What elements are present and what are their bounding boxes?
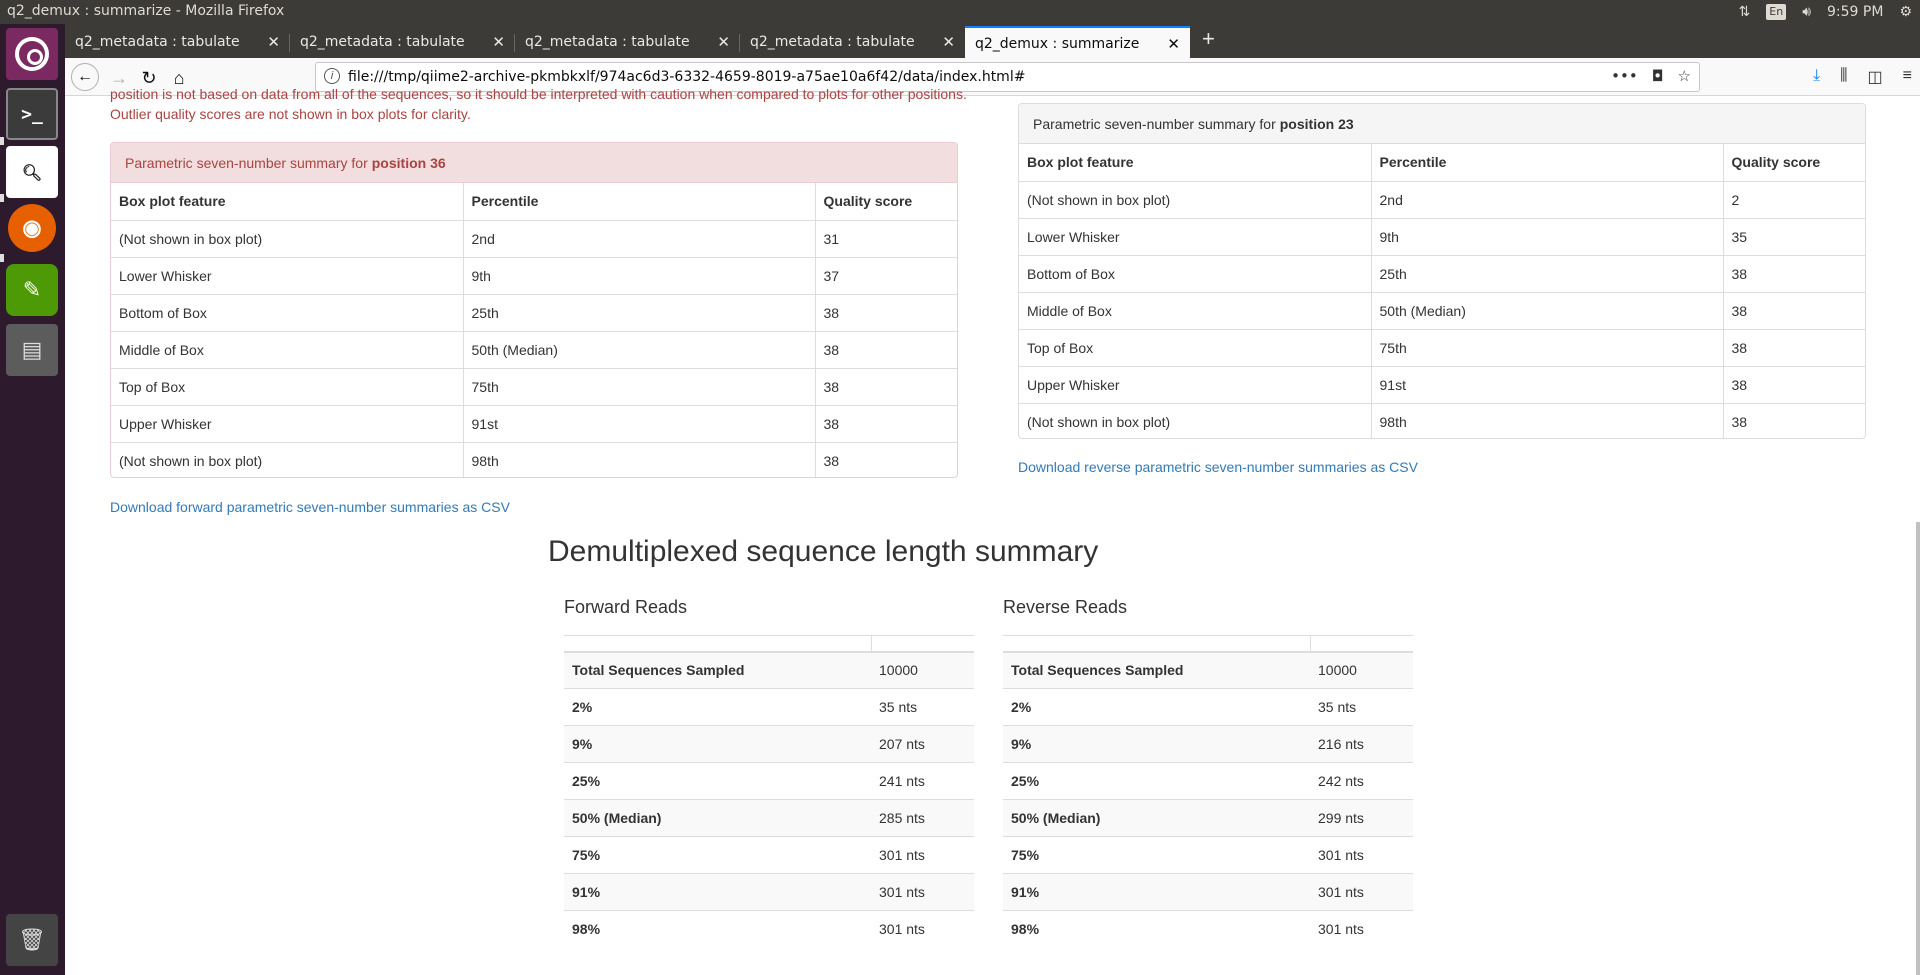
column-header: Quality score [823,193,913,210]
percentile-cell: 75th [463,368,815,405]
stat-value-cell: 301 nts [871,837,974,874]
info-icon[interactable]: i [324,68,340,84]
stat-value-cell: 10000 [1310,652,1413,689]
stat-label-cell: 50% (Median) [564,800,871,837]
stat-value-cell: 301 nts [871,874,974,911]
percentile-cell: 9th [1371,218,1723,255]
percentile-cell: 50th (Median) [1371,292,1723,329]
caution-warning-text: position is not based on data from all of the sequences, so it should be interpreted with caution when compared to plots for other positions. Outlier quality scores are not shown in box plots for clarity. [110,86,967,122]
table-row [1003,911,1413,948]
table-row [1019,255,1865,292]
tab-label: q2_metadata : tabulate [525,34,690,50]
qiime-magnifier-icon: 🔍︎ [21,162,43,182]
pocket-icon[interactable]: ◘ [1651,67,1664,85]
stat-value-cell: 35 nts [871,689,974,726]
percentile-cell: 75th [1371,329,1723,366]
files-launcher[interactable] [6,324,58,376]
file-cabinet-icon: ▤ [21,337,43,362]
terminal-icon: >_ [21,103,43,125]
stat-value-cell: 299 nts [1310,800,1413,837]
stat-value-cell: 242 nts [1310,763,1413,800]
close-icon[interactable]: ✕ [717,33,730,51]
stat-value-cell: 10000 [871,652,974,689]
feature-cell: (Not shown in box plot) [111,442,463,478]
window-title: q2_demux : summarize - Mozilla Firefox [7,3,285,19]
scrollbar-thumb[interactable] [1916,522,1920,975]
panel-heading [111,143,957,183]
page-content [65,86,1920,975]
tab-strip [65,24,1920,58]
reverse-reads-block [1003,595,1413,948]
panel-heading-text: Parametric seven-number summary for [125,154,368,171]
quality-score-cell: 38 [815,405,957,442]
tab-label: q2_metadata : tabulate [75,34,240,50]
stat-label-cell: 91% [564,874,871,911]
feature-cell: Lower Whisker [1019,218,1371,255]
table-row [564,726,974,763]
text-editor-icon: ✎ [22,277,42,302]
feature-cell: Middle of Box [111,331,463,368]
column-header: Percentile [1371,144,1723,181]
table-row [1019,366,1865,403]
quality-score-cell: 2 [1723,181,1865,218]
stat-label-cell: Total Sequences Sampled [564,652,871,689]
url-actions [1611,67,1691,85]
table-row [111,442,957,478]
tab-label: q2_metadata : tabulate [300,34,465,50]
download-reverse-csv-link[interactable]: Download reverse parametric seven-number summaries as CSV [1018,459,1418,475]
settings-gear-icon[interactable]: ⚙ [1899,4,1912,20]
download-icon[interactable]: ⤓ [1813,67,1821,84]
unity-launcher [0,24,65,975]
panel-heading-text: Parametric seven-number summary for [1033,115,1276,132]
table-row [1003,874,1413,911]
browser-tab[interactable] [740,26,965,58]
stat-value-cell: 301 nts [1310,911,1413,948]
feature-cell: (Not shown in box plot) [1019,403,1371,439]
download-forward-csv-link[interactable]: Download forward parametric seven-number summaries as CSV [110,499,510,515]
close-icon[interactable]: ✕ [1167,35,1180,53]
stat-value-cell: 285 nts [871,800,974,837]
quality-score-cell: 35 [1723,218,1865,255]
stat-label-cell: 50% (Median) [1003,800,1310,837]
running-indicator [0,137,4,145]
feature-cell: Lower Whisker [111,257,463,294]
browser-tab[interactable] [290,26,515,58]
feature-cell: Upper Whisker [111,405,463,442]
ubuntu-logo-icon [15,37,49,71]
table-row [1019,218,1865,255]
table-row [111,294,957,331]
quality-score-cell: 38 [815,331,957,368]
feature-cell: Top of Box [111,368,463,405]
terminal-launcher[interactable] [6,88,58,140]
stat-label-cell: Total Sequences Sampled [1003,652,1310,689]
table-header-row [111,183,957,220]
column-header: Box plot feature [1019,144,1371,181]
stat-label-cell: 91% [1003,874,1310,911]
table-row [1003,726,1413,763]
library-icon[interactable]: ⫼ [1840,67,1848,84]
table-row [111,368,957,405]
feature-cell: (Not shown in box plot) [1019,181,1371,218]
stat-label-cell: 25% [1003,763,1310,800]
table-row [564,874,974,911]
os-top-bar [0,0,1920,24]
table-row [111,257,957,294]
close-icon[interactable]: ✕ [267,33,280,51]
forward-length-table [564,635,974,948]
percentile-cell: 2nd [1371,181,1723,218]
home-icon[interactable]: ⌂ [173,67,185,88]
quality-score-cell: 38 [1723,366,1865,403]
clock[interactable]: 9:59 PM [1827,4,1884,20]
reload-icon[interactable]: ↻ [141,67,157,88]
quality-score-cell: 31 [815,220,957,257]
stat-label-cell: 75% [1003,837,1310,874]
keyboard-language-indicator[interactable]: En [1766,4,1786,20]
forward-summary-panel [110,142,958,478]
ellipsis-icon[interactable]: ••• [1611,67,1638,85]
table-row [111,220,957,257]
table-row [111,331,957,368]
reverse-reads-heading: Reverse Reads [1003,597,1128,617]
table-row [1003,689,1413,726]
running-indicator [0,194,4,202]
back-arrow-icon[interactable]: ← [71,63,99,91]
stat-label-cell: 2% [1003,689,1310,726]
stat-label-cell: 75% [564,837,871,874]
quality-score-cell: 38 [815,442,957,478]
stat-value-cell: 207 nts [871,726,974,763]
table-row [1019,329,1865,366]
browser-tab[interactable] [65,26,290,58]
quality-score-cell: 38 [815,294,957,331]
tab-label: q2_demux : summarize [975,36,1140,52]
percentile-cell: 9th [463,257,815,294]
table-row [564,652,974,689]
sidebar-icon[interactable]: ◫ [1867,69,1883,86]
quality-score-cell: 38 [1723,292,1865,329]
stat-label-cell: 9% [564,726,871,763]
percentile-cell: 25th [1371,255,1723,292]
quality-score-cell: 38 [1723,255,1865,292]
table-row [1019,403,1865,439]
table-row [1003,763,1413,800]
toolbar-right [1813,67,1912,87]
table-row [564,837,974,874]
feature-cell: Upper Whisker [1019,366,1371,403]
forward-summary-table [111,183,957,478]
column-header: Box plot feature [111,183,463,220]
feature-cell: Bottom of Box [1019,255,1371,292]
panel-heading [1019,104,1865,144]
forward-reads-block [564,595,974,948]
feature-cell: Bottom of Box [111,294,463,331]
table-row [111,405,957,442]
quality-score-cell: 38 [1723,403,1865,439]
hamburger-icon[interactable]: ≡ [1902,67,1912,84]
firefox-launcher[interactable] [8,204,56,252]
stat-value-cell: 216 nts [1310,726,1413,763]
browser-tab[interactable] [515,26,740,58]
reverse-summary-panel [1018,103,1866,439]
stat-value-cell: 35 nts [1310,689,1413,726]
table-row [564,763,974,800]
percentile-cell: 50th (Median) [463,331,815,368]
table-row [1003,800,1413,837]
table-row [564,800,974,837]
reverse-length-table [1003,635,1413,948]
network-icon[interactable]: ⇅ [1738,4,1751,20]
trash-icon: 🗑︎ [18,927,46,952]
firefox-icon: ◉ [22,215,42,240]
stat-label-cell: 25% [564,763,871,800]
stat-label-cell: 98% [564,911,871,948]
table-row [564,689,974,726]
table-row [1003,837,1413,874]
system-tray [1739,0,1920,24]
forward-reads-heading: Forward Reads [564,597,688,617]
new-tab-button[interactable]: + [1202,26,1215,51]
length-summary-title: Demultiplexed sequence length summary [548,535,1099,568]
text-editor-launcher[interactable] [6,264,58,316]
ubuntu-dash-button[interactable] [6,28,58,80]
position-label: position 36 [371,154,446,171]
column-header: Percentile [463,183,815,220]
column-header: Quality score [1731,154,1821,171]
stat-label-cell: 9% [1003,726,1310,763]
feature-cell: Top of Box [1019,329,1371,366]
table-row [564,911,974,948]
reverse-summary-table [1019,144,1865,439]
feature-cell: Middle of Box [1019,292,1371,329]
percentile-cell: 98th [1371,403,1723,439]
stat-value-cell: 301 nts [1310,837,1413,874]
stat-label-cell: 98% [1003,911,1310,948]
forward-arrow-icon[interactable]: → [110,67,128,88]
browser-tab-active[interactable] [965,26,1190,58]
url-text[interactable]: file:///tmp/qiime2-archive-pkmbkxlf/974ac6d3-6332-4659-8019-a75ae10a6f42/data/index.html# [348,69,1026,85]
percentile-cell: 98th [463,442,815,478]
close-icon[interactable]: ✕ [492,33,505,51]
percentile-cell: 91st [463,405,815,442]
quality-score-cell: 38 [1723,329,1865,366]
star-icon[interactable]: ☆ [1677,67,1691,85]
percentile-cell: 91st [1371,366,1723,403]
table-row [1019,181,1865,218]
qiime-view-launcher[interactable] [6,146,58,198]
stat-label-cell: 2% [564,689,871,726]
running-indicator [0,254,4,262]
stat-value-cell: 301 nts [871,911,974,948]
feature-cell: (Not shown in box plot) [111,220,463,257]
volume-icon[interactable]: 🔊︎ [1802,4,1812,20]
position-label: position 23 [1279,115,1354,132]
stat-value-cell: 241 nts [871,763,974,800]
tab-label: q2_metadata : tabulate [750,34,915,50]
quality-score-cell: 38 [815,368,957,405]
stat-value-cell: 301 nts [1310,874,1413,911]
trash-launcher[interactable] [6,914,58,966]
quality-score-cell: 37 [815,257,957,294]
percentile-cell: 2nd [463,220,815,257]
close-icon[interactable]: ✕ [942,33,955,51]
table-header-row [1019,144,1865,181]
table-row [1003,652,1413,689]
percentile-cell: 25th [463,294,815,331]
table-row [1019,292,1865,329]
